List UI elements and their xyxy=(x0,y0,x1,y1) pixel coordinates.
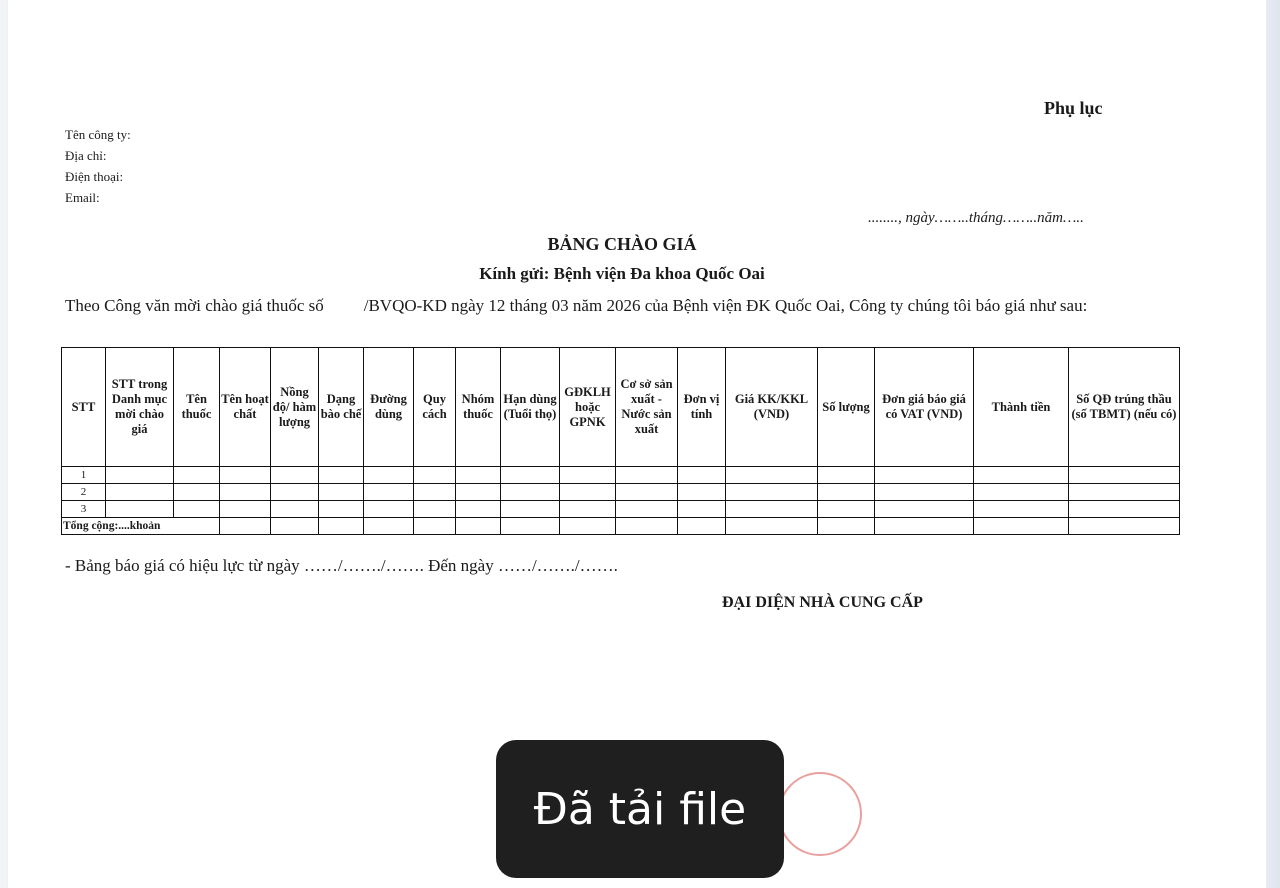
company-email-label: Email: xyxy=(65,190,100,205)
total-label: Tổng cộng:....khoản xyxy=(62,518,220,535)
header-cell: Tên hoạt chất xyxy=(220,348,271,467)
toast-message: Đã tải file xyxy=(533,783,747,835)
download-toast xyxy=(496,740,784,878)
header-cell: Thành tiền xyxy=(974,348,1069,467)
date-line: ........, ngày……..tháng……..năm….. xyxy=(868,210,1084,226)
header-cell: Hạn dùng (Tuổi thọ) xyxy=(501,348,560,467)
header-cell: Cơ sở sản xuất - Nước sản xuất xyxy=(616,348,678,467)
appendix-label: Phụ lục xyxy=(1044,98,1103,118)
row-number: 1 xyxy=(62,467,106,484)
company-phone-label: Điện thoại: xyxy=(65,169,124,184)
header-cell: Đơn vị tính xyxy=(678,348,726,467)
header-cell: GĐKLH hoặc GPNK xyxy=(560,348,616,467)
header-cell: Nhóm thuốc xyxy=(456,348,501,467)
page-edge xyxy=(1266,0,1280,888)
row-number: 3 xyxy=(62,501,106,518)
document-title: BẢNG CHÀO GIÁ xyxy=(547,234,697,254)
supplier-representative-label: ĐẠI DIỆN NHÀ CUNG CẤP xyxy=(722,594,923,611)
validity-line: - Bảng báo giá có hiệu lực từ ngày ……/……./……. Đến ngày ……/……./……. xyxy=(65,556,618,575)
recipient-line: Kính gửi: Bệnh viện Đa khoa Quốc Oai xyxy=(479,264,765,283)
row-number: 2 xyxy=(62,484,106,501)
table-total-row xyxy=(62,518,1180,535)
table-row xyxy=(62,467,1180,484)
company-name-label: Tên công ty: xyxy=(65,127,131,142)
header-cell: Nồng độ/ hàm lượng xyxy=(271,348,319,467)
header-cell: Giá KK/KKL (VND) xyxy=(726,348,818,467)
table-header-row xyxy=(62,348,1180,467)
intro-paragraph xyxy=(65,294,1175,318)
intro-part-1: Theo Công văn mời chào giá thuốc số xyxy=(65,296,324,315)
header-cell: STT trong Danh mục mời chào giá xyxy=(106,348,174,467)
intro-part-2: /BVQO-KD ngày 12 tháng 03 năm 2026 của Bệnh viện ĐK Quốc Oai, Công ty chúng tôi báo giá như sau: xyxy=(363,296,1088,315)
header-cell: Tên thuốc xyxy=(174,348,220,467)
header-cell: Dạng bào chế xyxy=(319,348,364,467)
header-cell: Quy cách xyxy=(414,348,456,467)
red-stamp-icon xyxy=(778,772,862,856)
header-cell: Đường dùng xyxy=(364,348,414,467)
header-cell: Số QĐ trúng thầu (số TBMT) (nếu có) xyxy=(1069,348,1180,467)
table-row xyxy=(62,484,1180,501)
company-address-label: Địa chỉ: xyxy=(65,148,107,163)
header-cell: Số lượng xyxy=(818,348,875,467)
header-cell: Đơn giá báo giá có VAT (VND) xyxy=(875,348,974,467)
table-row xyxy=(62,501,1180,518)
price-quote-table xyxy=(61,347,1180,535)
header-cell: STT xyxy=(62,348,106,467)
company-info xyxy=(65,124,131,208)
